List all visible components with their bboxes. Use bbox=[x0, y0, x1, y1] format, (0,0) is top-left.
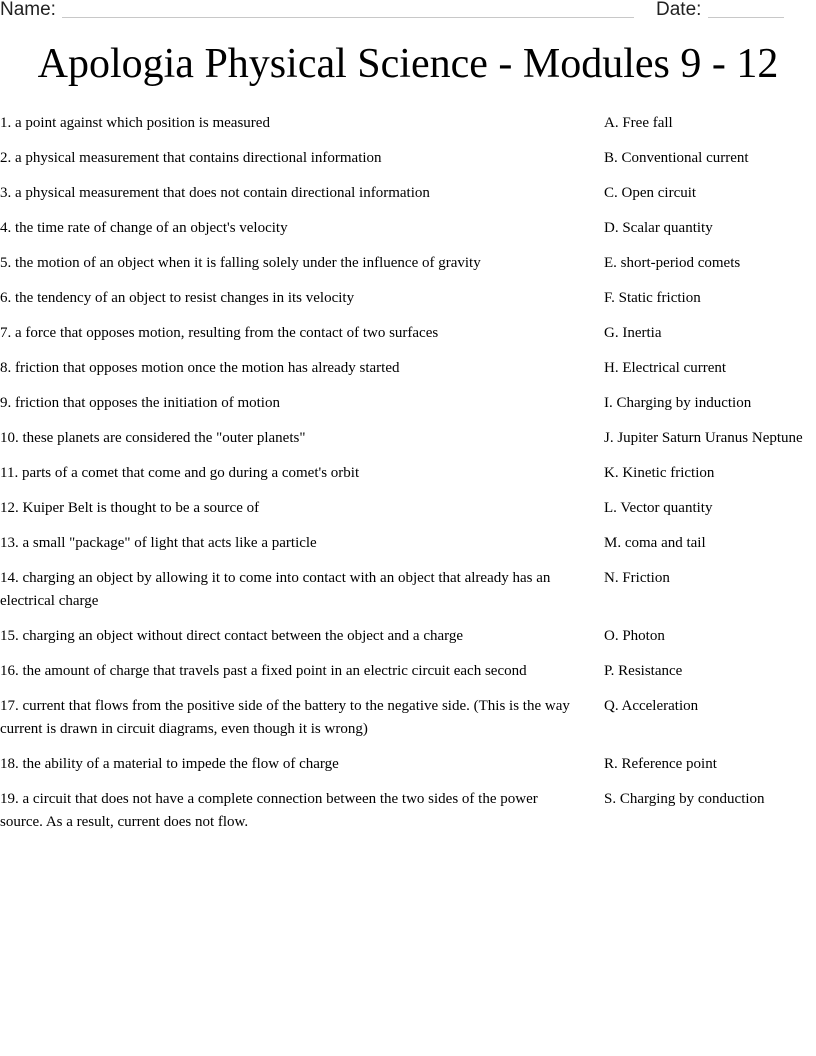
question-text: 19. a circuit that does not have a complete connection between the two sides of the power source. As a result, current does not flow. bbox=[0, 791, 538, 830]
answer-option: D. Scalar quantity bbox=[604, 220, 713, 236]
question-text: 15. charging an object without direct contact between the object and a charge bbox=[0, 628, 464, 644]
answer-option: J. Jupiter Saturn Uranus Neptune bbox=[604, 430, 803, 446]
matching-row bbox=[0, 695, 816, 741]
answer-option: M. coma and tail bbox=[604, 535, 706, 551]
answer-option: S. Charging by conduction bbox=[604, 791, 765, 807]
answer-option: N. Friction bbox=[604, 570, 670, 586]
question-text: 8. friction that opposes motion once the motion has already started bbox=[0, 360, 400, 376]
matching-row bbox=[0, 112, 816, 135]
answer-option: A. Free fall bbox=[604, 115, 673, 131]
question-text: 18. the ability of a material to impede the flow of charge bbox=[0, 756, 339, 772]
answer-option: H. Electrical current bbox=[604, 360, 727, 376]
date-blank-line[interactable] bbox=[708, 17, 784, 18]
name-label: Name: bbox=[0, 0, 56, 20]
matching-row bbox=[0, 625, 816, 648]
question-text: 10. these planets are considered the "outer planets" bbox=[0, 430, 306, 446]
answer-option: R. Reference point bbox=[604, 756, 717, 772]
page-title: Apologia Physical Science - Modules 9 - 12 bbox=[37, 41, 779, 87]
question-text: 2. a physical measurement that contains directional information bbox=[0, 150, 382, 166]
question-text: 3. a physical measurement that does not contain directional information bbox=[0, 185, 430, 201]
answer-option: G. Inertia bbox=[604, 325, 662, 341]
name-blank-line[interactable] bbox=[62, 17, 634, 18]
matching-row bbox=[0, 252, 816, 275]
matching-row bbox=[0, 567, 816, 613]
matching-row bbox=[0, 753, 816, 776]
answer-option: F. Static friction bbox=[604, 290, 701, 306]
question-text: 13. a small "package" of light that acts like a particle bbox=[0, 535, 317, 551]
answer-option: L. Vector quantity bbox=[604, 500, 713, 516]
matching-row bbox=[0, 217, 816, 240]
question-text: 4. the time rate of change of an object's velocity bbox=[0, 220, 288, 236]
matching-row bbox=[0, 788, 816, 834]
matching-row bbox=[0, 322, 816, 345]
question-text: 5. the motion of an object when it is falling solely under the influence of gravity bbox=[0, 255, 481, 271]
question-text: 14. charging an object by allowing it to come into contact with an object that already has an electrical charge bbox=[0, 570, 551, 609]
answer-option: B. Conventional current bbox=[604, 150, 749, 166]
answer-option: Q. Acceleration bbox=[604, 698, 699, 714]
answer-option: K. Kinetic friction bbox=[604, 465, 715, 481]
question-text: 12. Kuiper Belt is thought to be a source of bbox=[0, 500, 260, 516]
matching-row bbox=[0, 427, 816, 450]
matching-row bbox=[0, 357, 816, 380]
question-text: 16. the amount of charge that travels past a fixed point in an electric circuit each second bbox=[0, 663, 527, 679]
matching-row bbox=[0, 147, 816, 170]
answer-option: P. Resistance bbox=[604, 663, 683, 679]
worksheet-header bbox=[0, 0, 816, 22]
answer-option: C. Open circuit bbox=[604, 185, 697, 201]
answer-option: E. short-period comets bbox=[604, 255, 741, 271]
answer-option: I. Charging by induction bbox=[604, 395, 752, 411]
question-text: 11. parts of a comet that come and go during a comet's orbit bbox=[0, 465, 360, 481]
answer-option: O. Photon bbox=[604, 628, 665, 644]
matching-row bbox=[0, 392, 816, 415]
matching-row bbox=[0, 532, 816, 555]
matching-row bbox=[0, 287, 816, 310]
question-text: 1. a point against which position is measured bbox=[0, 115, 270, 131]
matching-row bbox=[0, 660, 816, 683]
matching-row bbox=[0, 182, 816, 205]
question-text: 9. friction that opposes the initiation of motion bbox=[0, 395, 280, 411]
date-label: Date: bbox=[656, 0, 702, 20]
matching-row bbox=[0, 497, 816, 520]
matching-row bbox=[0, 462, 816, 485]
question-text: 6. the tendency of an object to resist changes in its velocity bbox=[0, 290, 355, 306]
question-text: 7. a force that opposes motion, resulting from the contact of two surfaces bbox=[0, 325, 439, 341]
matching-list bbox=[0, 112, 816, 846]
question-text: 17. current that flows from the positive side of the battery to the negative side. (This is the way current is drawn in circuit diagrams, even though it is wrong) bbox=[0, 698, 570, 737]
